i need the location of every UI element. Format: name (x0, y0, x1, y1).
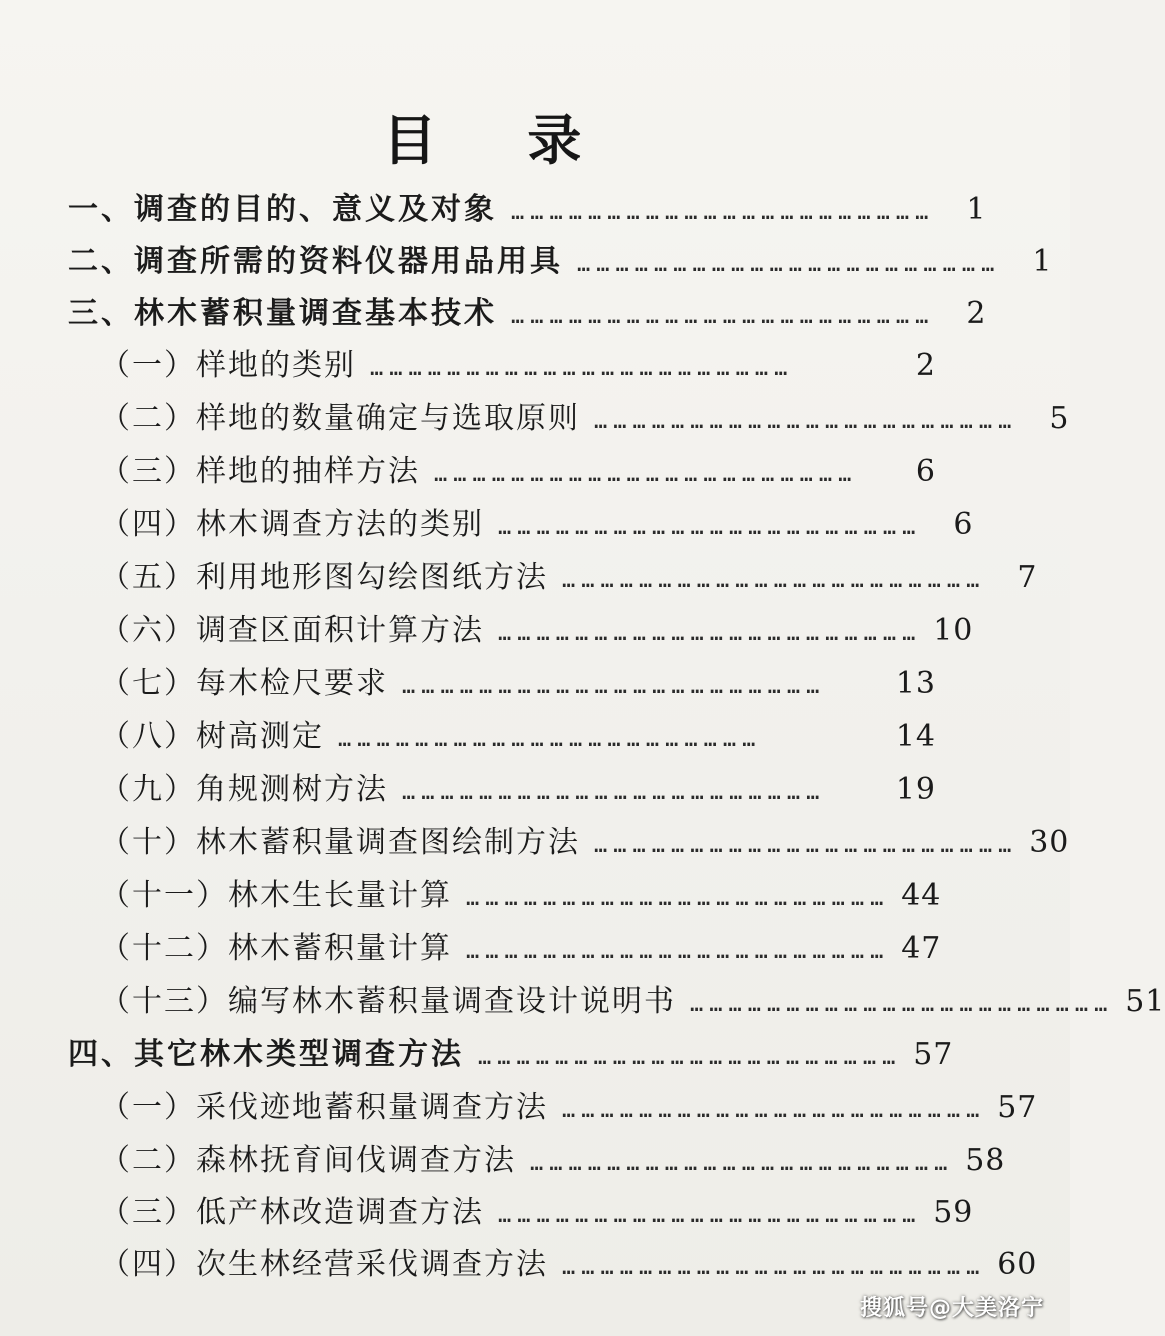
toc-entry[interactable] (100, 711, 936, 763)
toc-entry[interactable] (100, 976, 1165, 1028)
toc-page-number: 6 (953, 507, 974, 542)
dot-leader: ………………………………………………………… (498, 1203, 922, 1228)
toc-entry[interactable] (100, 499, 974, 551)
toc-page-number: 5 (1049, 401, 1070, 436)
page-title: 目 录 (382, 109, 618, 173)
toc-entry-label: 二、调查所需的资料仪器用品用具 (68, 244, 563, 279)
toc-page-number: 60 (997, 1247, 1038, 1282)
toc-entry[interactable] (100, 1135, 1006, 1187)
toc-entry[interactable] (68, 1029, 954, 1081)
dot-leader: ………………………………………………………… (338, 727, 762, 752)
toc-page-number: 7 (1017, 560, 1038, 595)
toc-entry-label: （八）树高测定 (100, 719, 324, 754)
toc-page-number: 59 (933, 1195, 974, 1230)
toc-entry[interactable] (100, 1187, 974, 1239)
toc-entry[interactable] (68, 236, 1053, 288)
dot-leader: ………………………………………………………… (370, 356, 794, 381)
dot-leader: ………………………………………………………… (562, 568, 986, 593)
dot-leader: ………………………………………………………… (594, 409, 1018, 434)
toc-entry-label: （二）森林抚育间伐调查方法 (100, 1143, 516, 1178)
dot-leader: ………………………………………………………… (562, 1255, 986, 1280)
toc-page-number: 19 (895, 772, 936, 807)
toc-entry-label: （十）林木蓄积量调查图绘制方法 (100, 825, 580, 860)
toc-entry-label: （九）角规测树方法 (100, 772, 388, 807)
dot-leader: ………………………………………………………… (498, 515, 922, 540)
toc-entry-label: （十三）编写林木蓄积量调查设计说明书 (100, 984, 676, 1019)
toc-page-number: 10 (933, 613, 974, 648)
toc-entry-label: （五）利用地形图勾绘图纸方法 (100, 560, 548, 595)
dot-leader: ………………………………………………………… (511, 304, 935, 329)
dot-leader: ………………………………………………………… (530, 1151, 954, 1176)
toc-entry-label: （二）样地的数量确定与选取原则 (100, 401, 580, 436)
toc-entry[interactable] (100, 552, 1038, 604)
dot-leader: ………………………………………………………… (498, 621, 922, 646)
watermark: 搜狐号@大美洛宁 (859, 1296, 1044, 1321)
dot-leader: ………………………………………………………… (466, 886, 890, 911)
toc-entry[interactable] (100, 605, 974, 657)
toc-page-number: 1 (1032, 244, 1053, 279)
toc-entry[interactable] (68, 184, 987, 236)
toc-entry-label: （四）次生林经营采伐调查方法 (100, 1247, 548, 1282)
toc-entry-label: 一、调查的目的、意义及对象 (68, 192, 497, 227)
toc-page-number: 13 (895, 666, 936, 701)
toc-page-number: 6 (915, 454, 936, 489)
toc-entry[interactable] (68, 288, 987, 340)
toc-entry-label: 四、其它林木类型调查方法 (68, 1037, 464, 1072)
toc-entry[interactable] (100, 393, 1070, 445)
toc-page-number: 57 (913, 1037, 954, 1072)
toc-page-number: 1 (966, 192, 987, 227)
toc-entry-label: （三）样地的抽样方法 (100, 454, 420, 489)
toc-entry[interactable] (100, 1239, 1038, 1291)
toc-entry-label: （十一）林木生长量计算 (100, 878, 452, 913)
toc-page-number: 47 (901, 931, 942, 966)
toc-entry-label: （四）林木调查方法的类别 (100, 507, 484, 542)
toc-entry[interactable] (100, 446, 936, 498)
dot-leader: ………………………………………………………… (434, 462, 858, 487)
dot-leader: ………………………………………………………… (478, 1045, 902, 1070)
toc-page-number: 14 (895, 719, 936, 754)
toc-page-number: 2 (915, 348, 936, 383)
toc-entry[interactable] (100, 658, 936, 710)
dot-leader: ………………………………………………………… (402, 674, 826, 699)
toc-page-number: 30 (1029, 825, 1070, 860)
toc-entry[interactable] (100, 340, 936, 392)
toc-entry-label: （六）调查区面积计算方法 (100, 613, 484, 648)
dot-leader: ………………………………………………………… (577, 252, 1001, 277)
dot-leader: ………………………………………………………… (562, 1098, 986, 1123)
toc-page-number: 2 (966, 296, 987, 331)
dot-leader: ………………………………………………………… (466, 939, 890, 964)
toc-entry-label: （一）样地的类别 (100, 348, 356, 383)
dot-leader: ………………………………………………………… (594, 833, 1018, 858)
toc-entry[interactable] (100, 923, 942, 975)
toc-page-number: 58 (965, 1143, 1006, 1178)
toc-page-number: 51 (1125, 984, 1165, 1019)
toc-page-number: 57 (997, 1090, 1038, 1125)
toc-entry-label: 三、林木蓄积量调查基本技术 (68, 296, 497, 331)
dot-leader: ………………………………………………………… (511, 200, 935, 225)
toc-entry[interactable] (100, 817, 1070, 869)
toc-entry-label: （三）低产林改造调查方法 (100, 1195, 484, 1230)
toc-entry[interactable] (100, 764, 936, 816)
toc-entry-label: （七）每木检尺要求 (100, 666, 388, 701)
toc-page-number: 44 (901, 878, 942, 913)
dot-leader: ………………………………………………………… (690, 992, 1114, 1017)
toc-entry-label: （十二）林木蓄积量计算 (100, 931, 452, 966)
toc-entry[interactable] (100, 1082, 1038, 1134)
toc-entry[interactable] (100, 870, 942, 922)
toc-entry-label: （一）采伐迹地蓄积量调查方法 (100, 1090, 548, 1125)
dot-leader: ………………………………………………………… (402, 780, 826, 805)
